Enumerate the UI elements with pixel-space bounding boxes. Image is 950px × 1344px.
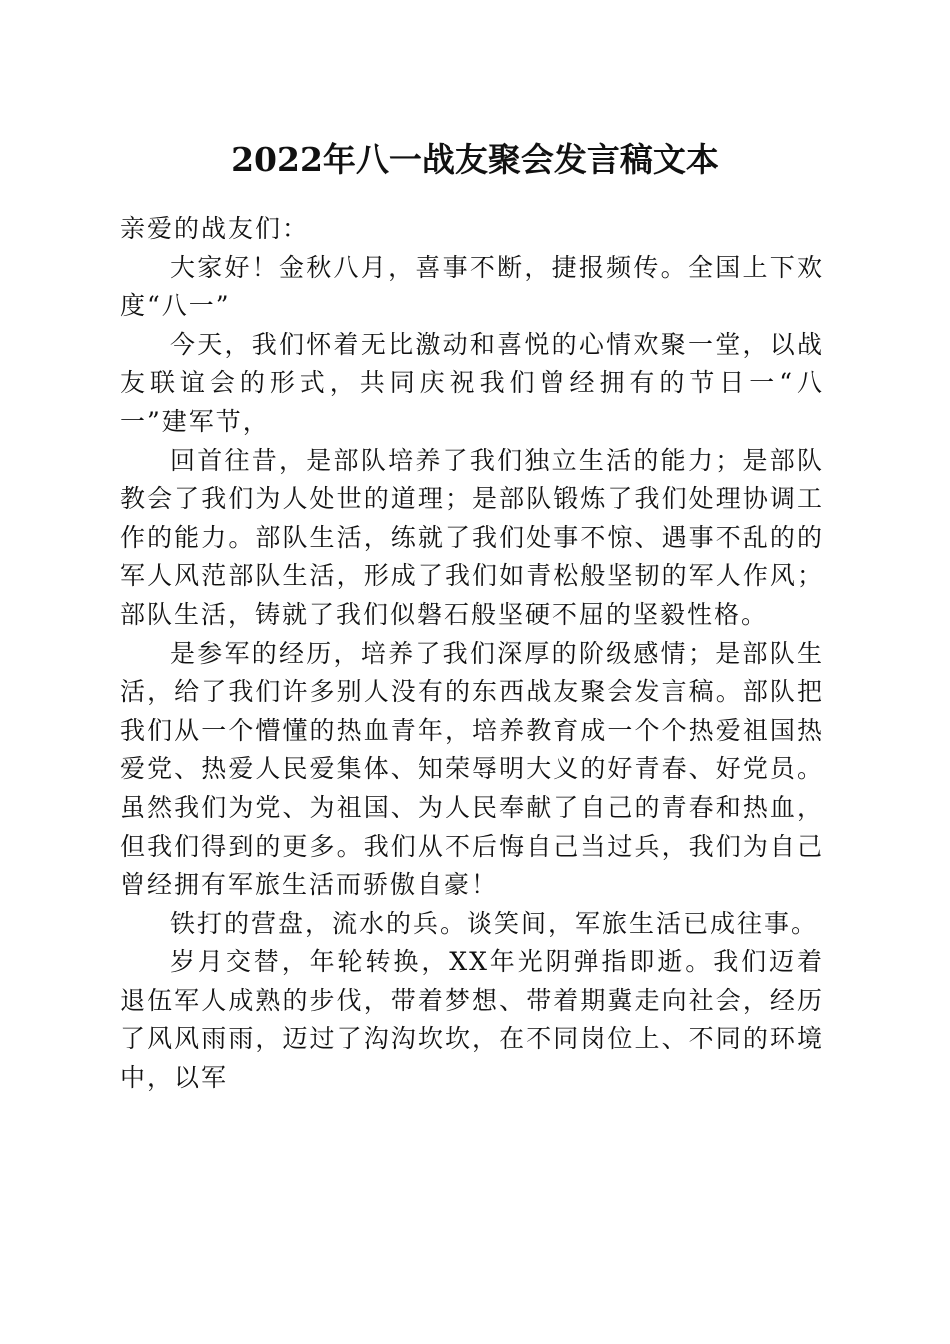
paragraph-greeting: 大家好！金秋八月，喜事不断，捷报频传。全国上下欢度“八一”	[120, 252, 824, 321]
paragraph-military-experience: 是参军的经历，培养了我们深厚的阶级感情；是部队生活，给了我们许多别人没有的东西战友聚会发言稿。部队把我们从一个懵懂的热血青年，培养教育成一个个热爱祖国热爱党、热爱人民爱集体、知荣辱明大义的好青春、好党员。虽然我们为党、为祖国、为人民奉献了自己的青春和热血，但我们得到的更多。我们从不后悔自己当过兵，我们为自己曾经拥有军旅生活而骄傲自豪！	[120, 638, 824, 900]
salutation: 亲爱的战友们：	[120, 214, 310, 243]
paragraph-years-passing: 岁月交替，年轮转换，XX年光阴弹指即逝。我们迈着退伍军人成熟的步伐，带着梦想、带着期冀走向社会，经历了风风雨雨，迈过了沟沟坎坎，在不同岗位上、不同的环境中，以军	[120, 947, 824, 1093]
paragraph-looking-back: 回首往昔，是部队培养了我们独立生活的能力；是部队教会了我们为人处世的道理；是部队锻炼了我们处理协调工作的能力。部队生活，练就了我们处事不惊、遇事不乱的的军人风范部队生活，形成了我们如青松般坚韧的军人作风；部队生活，铸就了我们似磐石般坚硬不屈的坚毅性格。	[120, 445, 824, 629]
paragraph-today: 今天，我们怀着无比激动和喜悦的心情欢聚一堂，以战友联谊会的形式，共同庆祝我们曾经拥有的节日一“八一”建军节，	[120, 329, 824, 436]
document-title: 2022年八一战友聚会发言稿文本	[231, 140, 719, 179]
paragraph-camp-soldiers: 铁打的营盘，流水的兵。谈笑间，军旅生活已成往事。	[170, 908, 819, 938]
document-body	[120, 210, 824, 1098]
